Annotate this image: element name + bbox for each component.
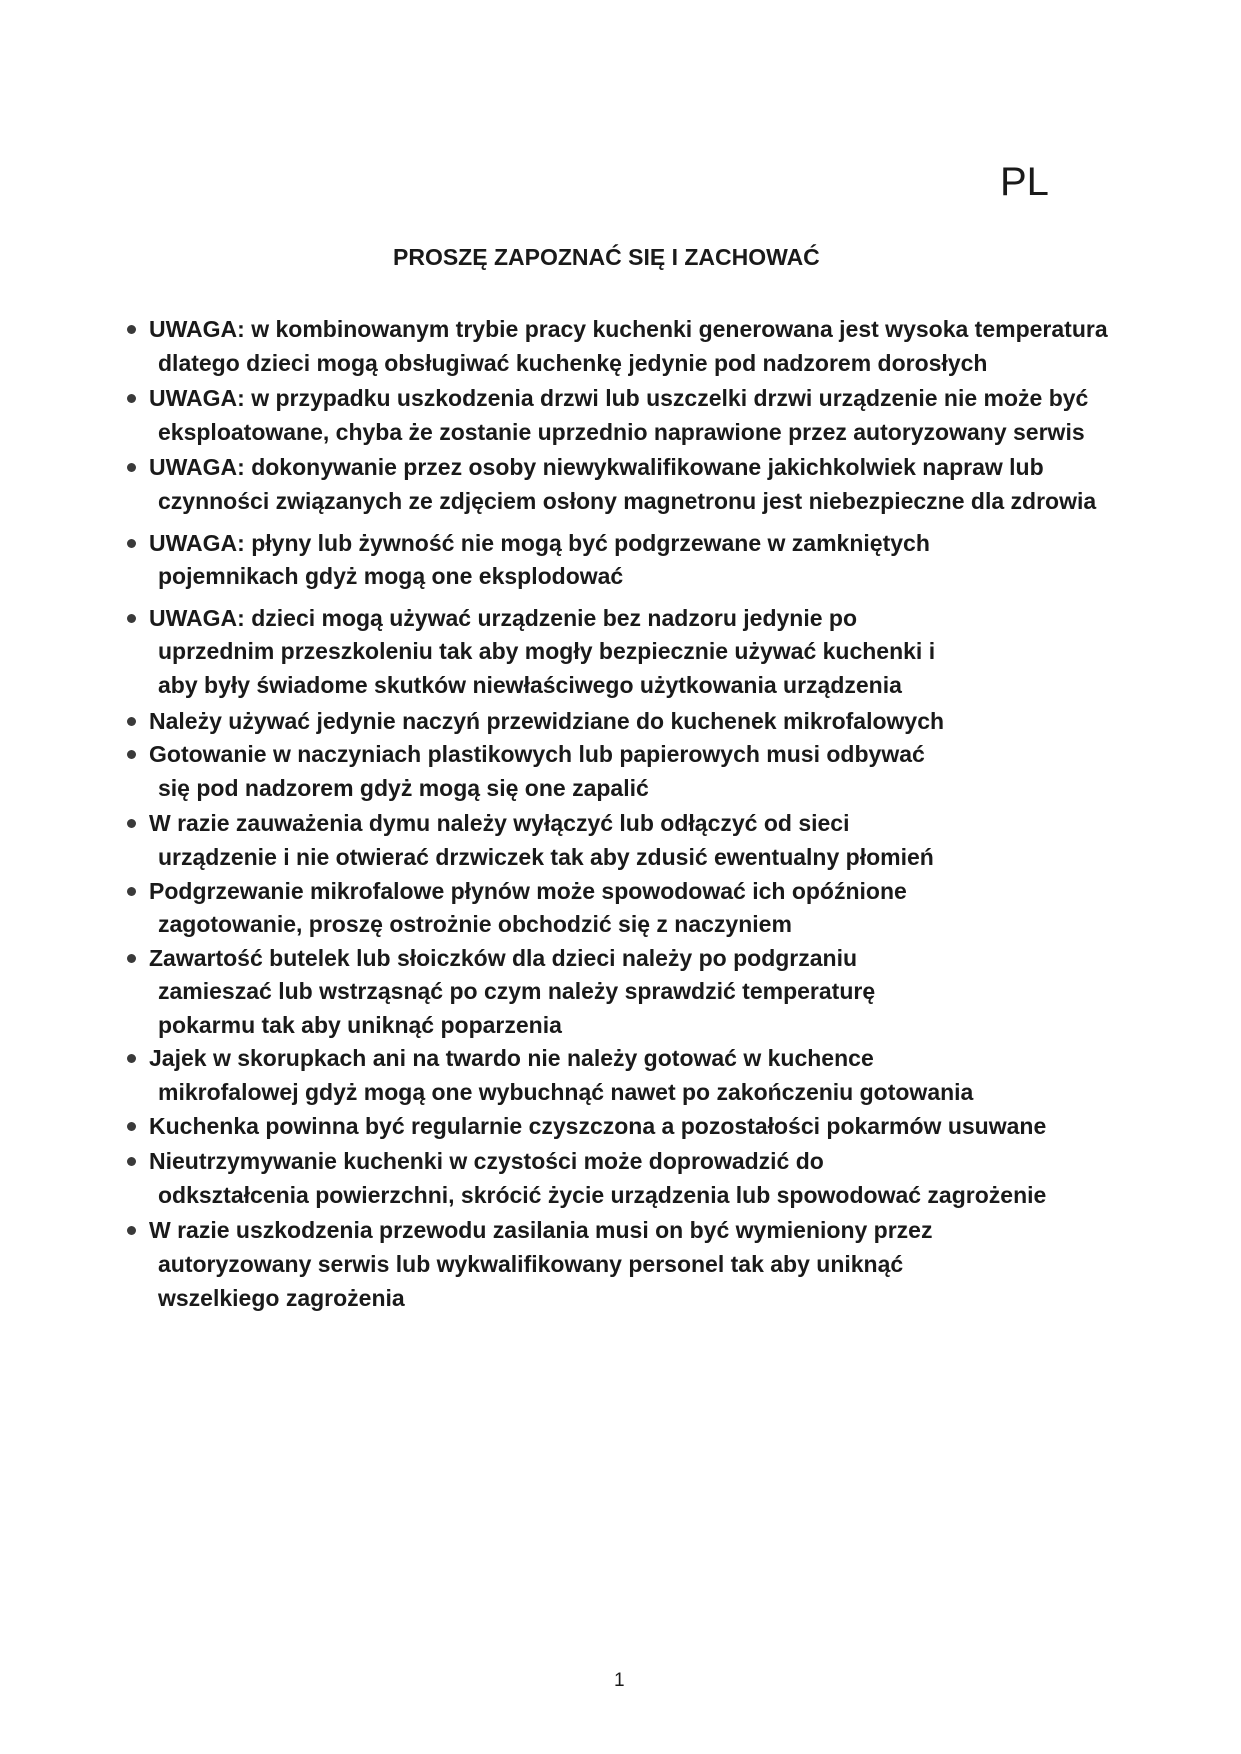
item-line: Gotowanie w naczyniach plastikowych lub papierowych musi odbywać bbox=[149, 741, 925, 768]
page-number: 1 bbox=[614, 1670, 625, 1691]
item-line: Należy używać jedynie naczyń przewidziane do kuchenek mikrofalowych bbox=[149, 707, 945, 734]
item-line: mikrofalowej gdyż mogą one wybuchnąć nawet po zakończeniu gotowania bbox=[158, 1079, 974, 1106]
item-line: UWAGA: w kombinowanym trybie pracy kuchenki generowana jest wysoka temperatura bbox=[149, 316, 1108, 342]
item-line: zagotowanie, proszę ostrożnie obchodzić się z naczyniem bbox=[158, 911, 792, 938]
item-line: uprzednim przeszkoleniu tak aby mogły bezpiecznie używać kuchenki i bbox=[158, 638, 936, 665]
list-item bbox=[0, 807, 1241, 874]
item-line: eksploatowane, chyba że zostanie uprzednio naprawione przez autoryzowany serwis bbox=[158, 418, 1085, 445]
list-item bbox=[0, 1110, 1241, 1144]
item-line: Kuchenka powinna być regularnie czyszczona a pozostałości pokarmów usuwane bbox=[149, 1112, 1047, 1139]
item-line: pokarmu tak aby uniknąć poparzenia bbox=[158, 1011, 562, 1038]
item-line: dlatego dzieci mogą obsługiwać kuchenkę jedynie pod nadzorem dorosłych bbox=[158, 349, 988, 376]
bullet-icon bbox=[127, 325, 136, 334]
language-code: PL bbox=[1000, 160, 1049, 204]
item-line: Zawartość butelek lub słoiczków dla dzieci należy po podgrzaniu bbox=[149, 944, 858, 971]
item-line: urządzenie i nie otwierać drzwiczek tak aby zdusić ewentualny płomień bbox=[158, 843, 934, 870]
item-line: W razie uszkodzenia przewodu zasilania musi on być wymieniony przez bbox=[149, 1217, 933, 1244]
item-line: pojemnikach gdyż mogą one eksplodować bbox=[158, 563, 624, 590]
safety-instructions-list bbox=[0, 313, 1241, 1315]
item-line: UWAGA: dokonywanie przez osoby niewykwalifikowane jakichkolwiek napraw lub bbox=[149, 454, 1044, 481]
bullet-icon bbox=[127, 539, 136, 548]
list-item bbox=[0, 738, 1241, 805]
list-item bbox=[0, 313, 1241, 380]
item-line: UWAGA: płyny lub żywność nie mogą być podgrzewane w zamkniętych bbox=[149, 529, 930, 556]
bullet-icon bbox=[127, 717, 136, 726]
list-item bbox=[0, 602, 1241, 703]
item-line: czynności związanych ze zdjęciem osłony magnetronu jest niebezpieczne dla zdrowia bbox=[158, 487, 1097, 514]
list-item bbox=[0, 875, 1241, 942]
list-item bbox=[0, 1042, 1241, 1109]
item-line: zamieszać lub wstrząsnąć po czym należy sprawdzić temperaturę bbox=[158, 978, 876, 1005]
bullet-icon bbox=[127, 614, 136, 623]
item-line: wszelkiego zagrożenia bbox=[158, 1284, 405, 1311]
list-item bbox=[0, 1145, 1241, 1212]
bullet-icon bbox=[127, 887, 136, 896]
item-line: UWAGA: dzieci mogą używać urządzenie bez nadzoru jedynie po bbox=[149, 604, 858, 631]
list-item bbox=[0, 705, 1241, 739]
bullet-icon bbox=[127, 1122, 136, 1131]
item-line: aby były świadome skutków niewłaściwego użytkowania urządzenia bbox=[158, 671, 902, 698]
item-line: Nieutrzymywanie kuchenki w czystości może doprowadzić do bbox=[149, 1148, 824, 1175]
bullet-icon bbox=[127, 954, 136, 963]
list-item bbox=[0, 1214, 1241, 1315]
list-item bbox=[0, 451, 1241, 518]
item-line: W razie zauważenia dymu należy wyłączyć lub odłączyć od sieci bbox=[149, 810, 850, 837]
document-title: PROSZĘ ZAPOZNAĆ SIĘ I ZACHOWAĆ bbox=[393, 244, 820, 270]
item-line: autoryzowany serwis lub wykwalifikowany personel tak aby uniknąć bbox=[158, 1251, 904, 1278]
list-item bbox=[0, 942, 1241, 1043]
item-line: się pod nadzorem gdyż mogą się one zapalić bbox=[158, 774, 649, 801]
list-item bbox=[0, 382, 1241, 449]
list-item bbox=[0, 527, 1241, 594]
item-line: Jajek w skorupkach ani na twardo nie należy gotować w kuchence bbox=[149, 1045, 874, 1072]
item-line: odkształcenia powierzchni, skrócić życie urządzenia lub spowodować zagrożenie bbox=[158, 1181, 1047, 1208]
item-line: UWAGA: w przypadku uszkodzenia drzwi lub uszczelki drzwi urządzenie nie może być bbox=[149, 385, 1089, 412]
item-line: Podgrzewanie mikrofalowe płynów może spowodować ich opóźnione bbox=[149, 877, 907, 904]
